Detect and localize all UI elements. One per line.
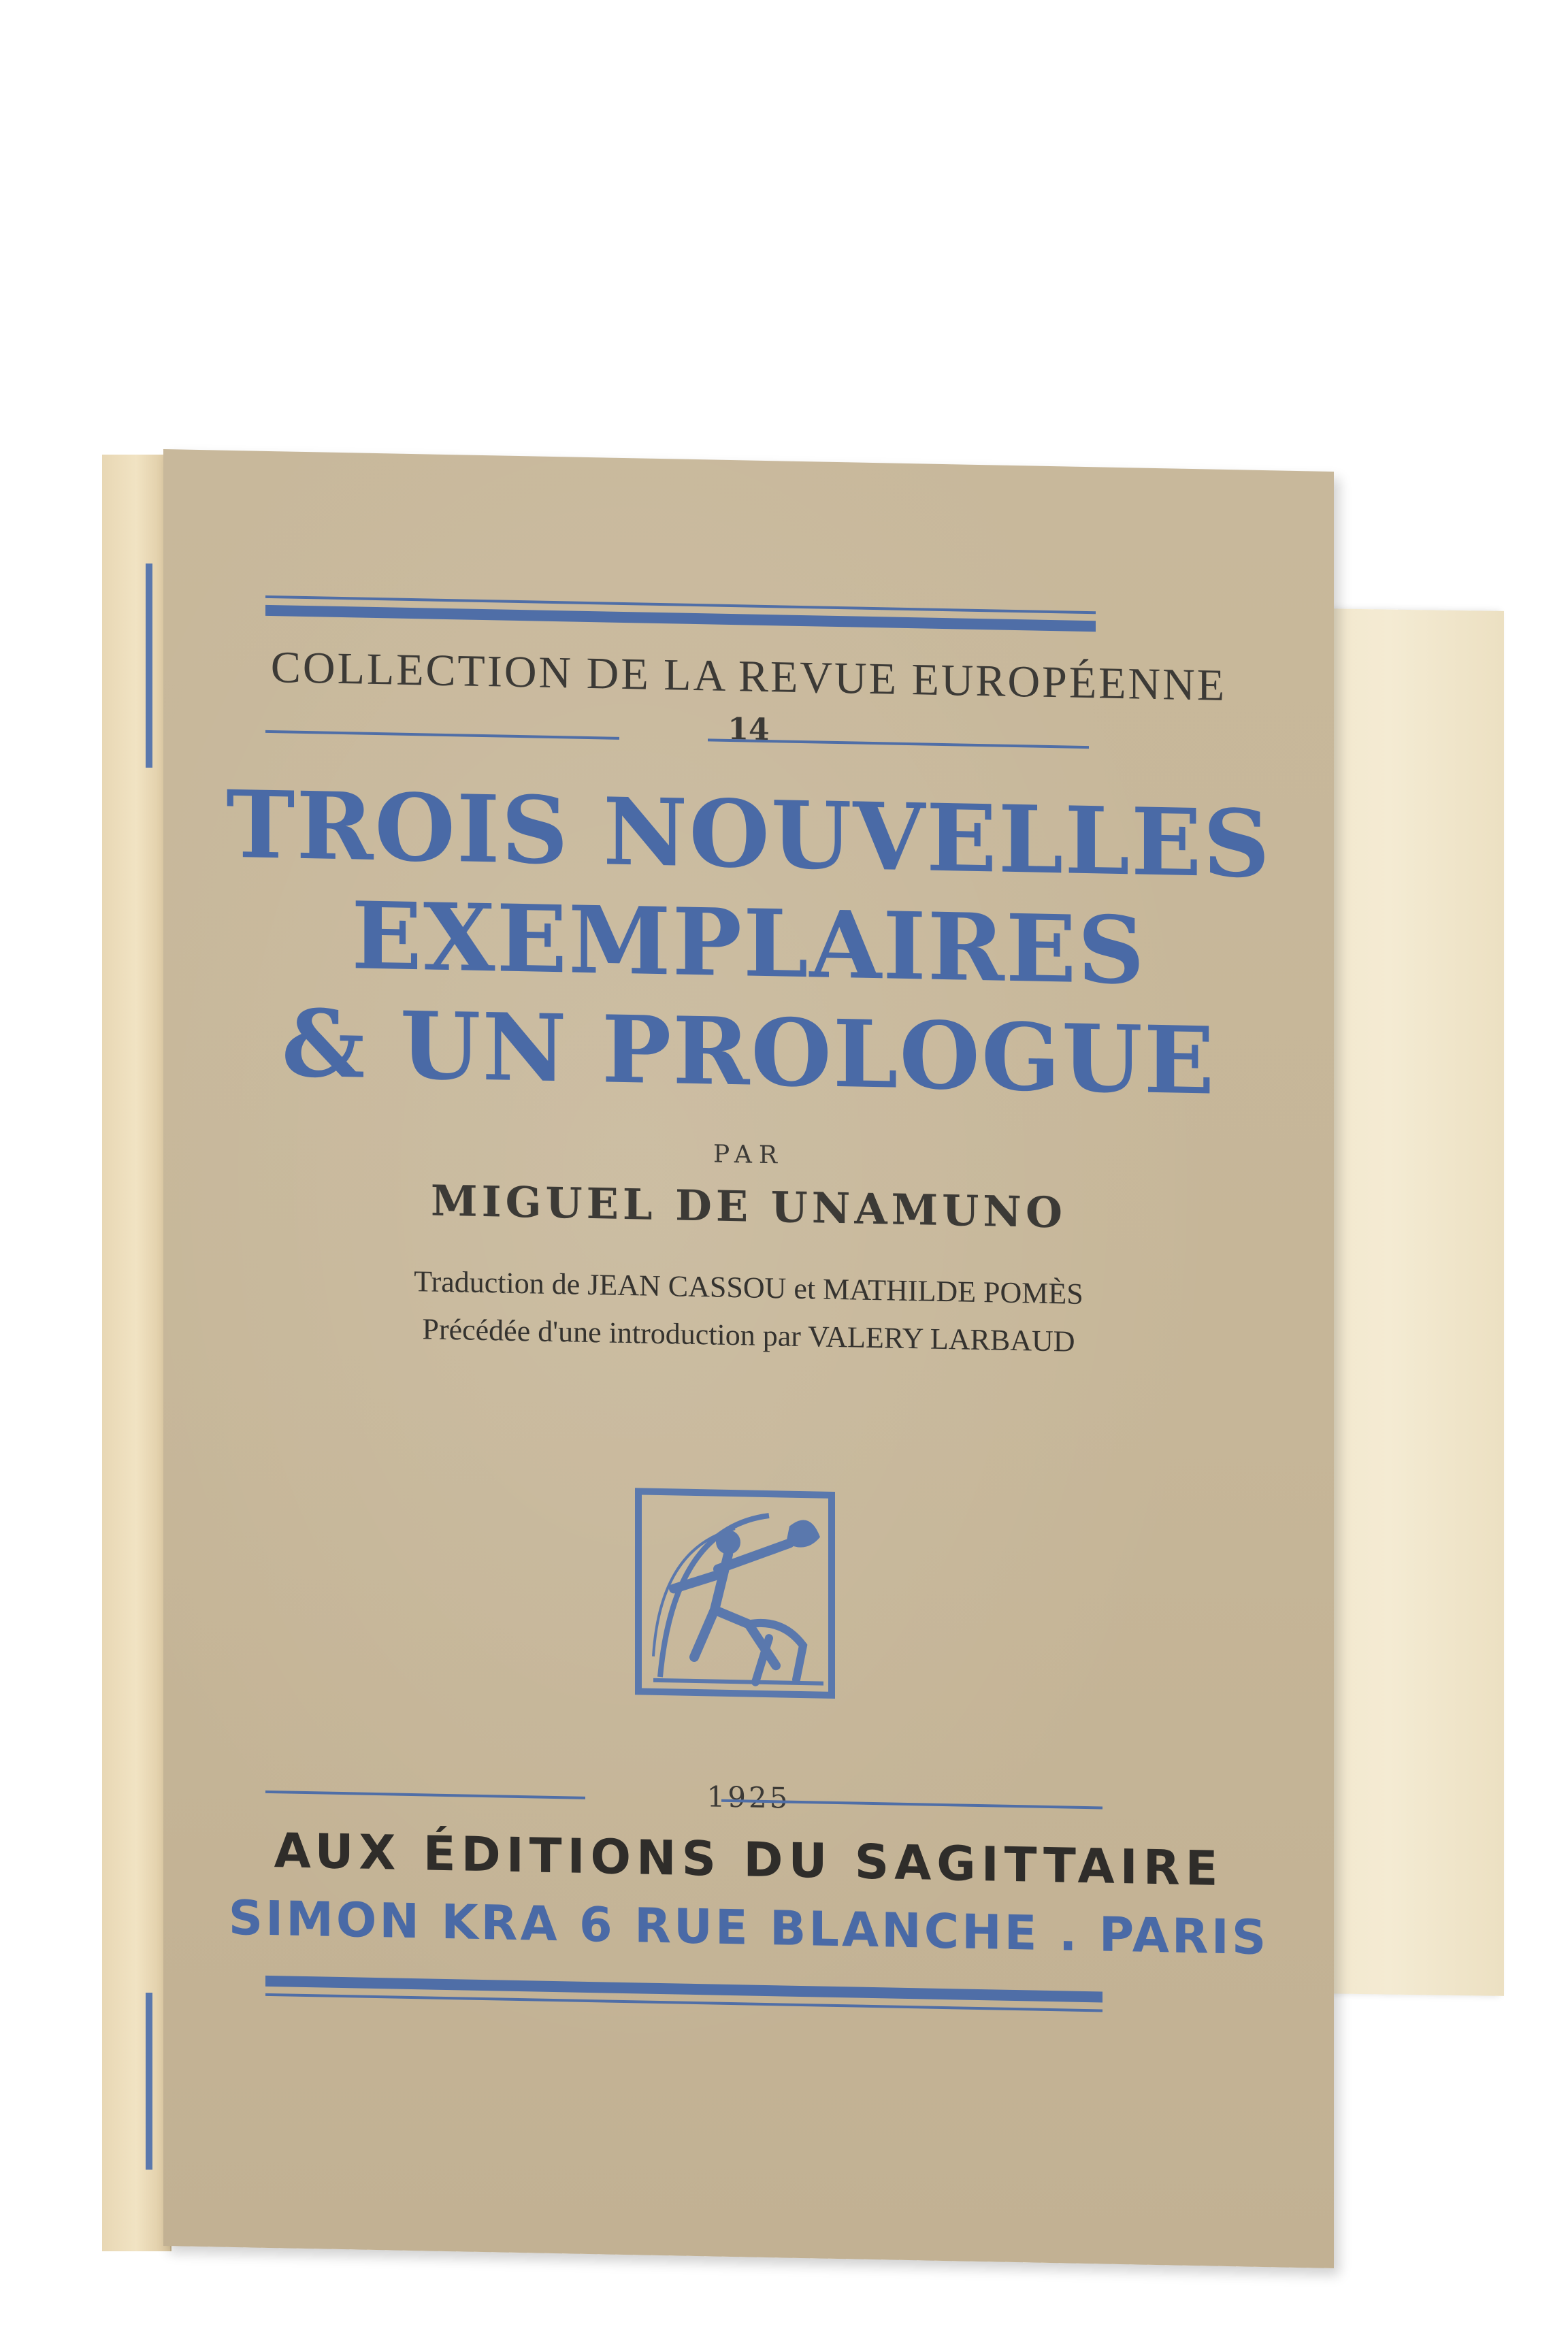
author-name: MIGUEL DE UNAMUNO bbox=[431, 1175, 1066, 1238]
book-cover bbox=[163, 449, 1334, 2268]
publication-year: 1925 bbox=[706, 1780, 791, 1815]
spine-blue-stripe bbox=[146, 564, 152, 768]
series-name: COLLECTION DE LA REVUE EUROPÉENNE bbox=[270, 642, 1227, 710]
bottom-thick-rule bbox=[265, 1976, 1102, 2003]
title-line-3: & UN PROLOGUE bbox=[281, 989, 1216, 1116]
sagittarius-archer-icon bbox=[633, 1486, 837, 1701]
introduction-credits: Précédée d'une introduction par VALERY LARBAUD bbox=[422, 1312, 1075, 1358]
par-label: PAR bbox=[713, 1140, 785, 1170]
publisher-address: SIMON KRA 6 RUE BLANCHE . PARIS bbox=[228, 1889, 1269, 1966]
publisher-name: AUX ÉDITIONS DU SAGITTAIRE bbox=[274, 1823, 1224, 1897]
spine-blue-stripe-lower bbox=[146, 1993, 152, 2170]
series-number: 14 bbox=[728, 711, 770, 748]
title-line-1: TROIS NOUVELLES bbox=[226, 770, 1271, 900]
translator-credits: Traduction de JEAN CASSOU et MATHILDE POMÈS bbox=[414, 1264, 1083, 1311]
book-spine bbox=[102, 455, 172, 2251]
title-line-2: EXEMPLAIRES bbox=[351, 881, 1146, 1006]
